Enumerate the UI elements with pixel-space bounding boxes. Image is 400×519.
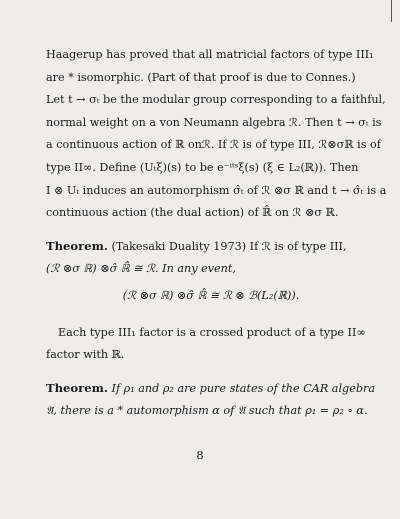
theorem-label: Theorem. bbox=[46, 380, 108, 395]
theorem-statement: (ℛ ⊗σ ℝ) ⊗σ̂ ℝ̂ ≅ ℛ. In any event, bbox=[46, 262, 236, 276]
page-edge-mark bbox=[391, 0, 392, 22]
theorem-takesaki-line bbox=[46, 235, 376, 259]
paragraph-line: type II∞. Define (Uₜξ)(s) to be e⁻ⁱᵗˢξ(s) (ξ ∈ L₂(ℝ)). Then bbox=[46, 160, 359, 174]
page-content bbox=[46, 44, 387, 423]
paragraph-line: Haagerup has proved that all matricial factors of type III₁ bbox=[46, 48, 374, 61]
theorem-text: (Takesaki Duality 1973) If ℛ is of type III, bbox=[111, 239, 347, 253]
page-number: 8 bbox=[196, 448, 204, 462]
paragraph-line: are * isomorphic. (Part of that proof is due to Connes.) bbox=[46, 70, 356, 84]
paragraph-line: continuous action (the dual action) of ℝ̂ on ℛ ⊗σ ℝ. bbox=[46, 206, 339, 220]
remark-line: Each type III₁ factor is a crossed product of a type II∞ bbox=[58, 325, 366, 339]
theorem-statement: 𝔄, there is a * automorphism α of 𝔄 such that ρ₁ = ρ₂ ∘ α. bbox=[46, 404, 368, 418]
theorem-text: If ρ₁ and ρ₂ are pure states of the CAR algebra bbox=[111, 381, 376, 395]
theorem-label: Theorem. bbox=[46, 238, 108, 253]
paragraph-line: I ⊗ Uₜ induces an automorphism σ̂ₜ of ℛ ⊗σ ℝ and t → σ̂ₜ is a bbox=[46, 183, 387, 197]
paragraph-line: a continuous action of ℝ onℛ. If ℛ is of type III, ℛ⊗σℝ is of bbox=[46, 138, 381, 152]
display-equation: (ℛ ⊗σ ℝ) ⊗σ̂ ℝ̂ ≅ ℛ ⊗ ℬ(L₂(ℝ)). bbox=[122, 288, 300, 302]
remark-line: factor with ℝ. bbox=[46, 348, 125, 362]
paragraph-line: normal weight on a von Neumann algebra ℛ. Then t → σₜ is bbox=[46, 115, 382, 129]
theorem-car-line bbox=[46, 377, 376, 401]
paragraph-line: Let t → σₜ be the modular group corresponding to a faithful, bbox=[46, 93, 386, 107]
